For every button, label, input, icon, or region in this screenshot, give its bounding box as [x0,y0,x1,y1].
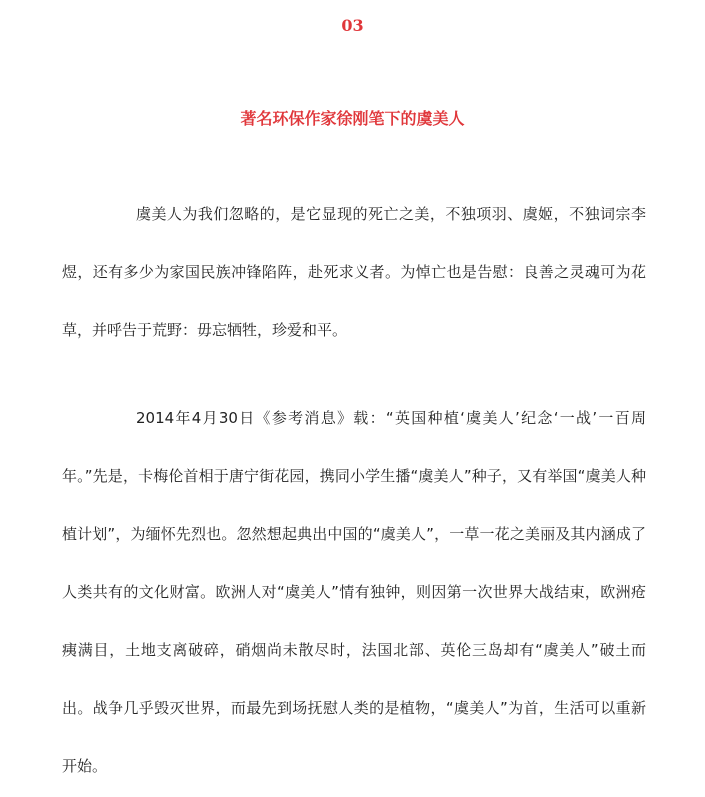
body-paragraph-2: 2014年4月30日《参考消息》载：“英国种植‘虞美人’纪念‘一战’一百周年。”先是，卡梅伦首相于唐宁街花园，携同小学生播“虞美人”种子，又有举国“虞美人种植计划”，为缅怀先烈也。忽然想起典出中国的“虞美人”，一草一花之美丽及其内涵成了人类共有的文化财富。欧洲人对“虞美人”情有独钟，则因第一次世界大战结束，欧洲疮痍满目，土地支离破碎，硝烟尚未散尽时，法国北部、英伦三岛却有“虞美人”破土而出。战争几乎毁灭世界，而最先到场抚慰人类的是植物，“虞美人”为首，生活可以重新开始。 [62,409,646,775]
section-number: 03 [341,16,364,35]
article-title: 著名环保作家徐刚笔下的虞美人 [240,109,465,128]
body-paragraph-1: 虞美人为我们忽略的，是它显现的死亡之美，不独项羽、虞姬，不独词宗李煜，还有多少为家国民族冲锋陷阵，赴死求义者。为悼亡也是告慰：良善之灵魂可为花草，并呼告于荒野：毋忘牺牲，珍爱和平。 [62,205,646,339]
